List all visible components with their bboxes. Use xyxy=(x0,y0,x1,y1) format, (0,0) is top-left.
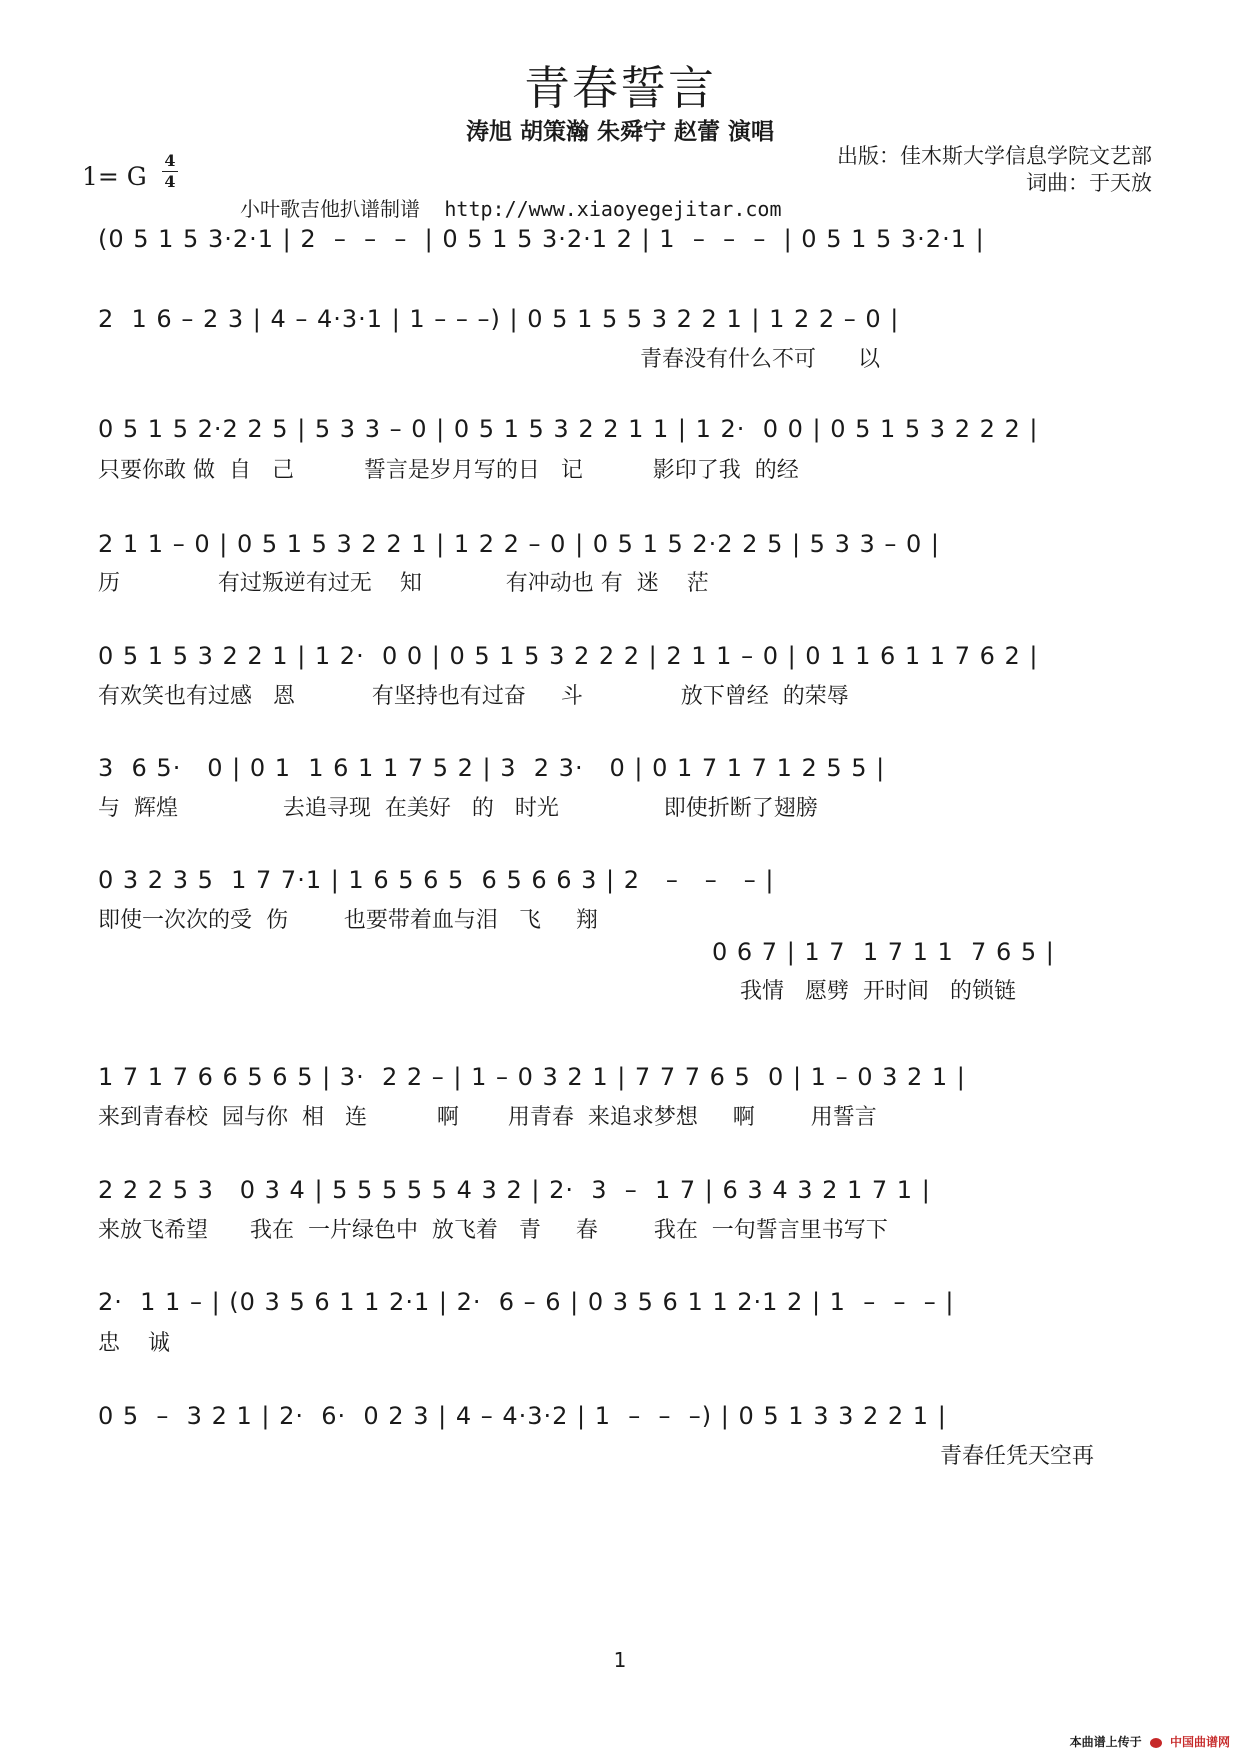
singers-credit: 涛旭 胡策瀚 朱舜宁 赵蕾 演唱 xyxy=(465,119,775,145)
score-system-8-notes: 1 7 1 7 6 6 5 6 5 | 3· 2 2 – | 1 – 0 3 2 1 | 7 7 7 6 5 0 | 1 – 0 3 2 1 | xyxy=(98,1063,966,1091)
score-maker-text: 小叶歌吉他扒谱制谱 xyxy=(240,197,420,221)
score-system-9-notes: 2 2 2 5 3 0 3 4 | 5 5 5 5 5 4 3 2 | 2· 3 – 1 7 | 6 3 4 3 2 1 7 1 | xyxy=(98,1176,931,1204)
score-system-3-lyrics: 只要你敢 做 自 己 誓言是岁月写的日 记 影印了我 的经 xyxy=(98,458,799,483)
score-system-5-lyrics: 有欢笑也有过感 恩 有坚持也有过奋 斗 放下曾经 的荣辱 xyxy=(98,684,849,709)
key-signature: 1= G xyxy=(82,162,147,191)
score-system-3-notes: 0 5 1 5 2·2 2 5 | 5 3 3 – 0 | 0 5 1 5 3 2 2 1 1 | 1 2· 0 0 | 0 5 1 5 3 2 2 2 | xyxy=(98,415,1039,443)
score-maker-url[interactable]: http://www.xiaoyegejitar.com xyxy=(444,197,782,221)
score-system-6-lyrics: 与 辉煌 去追寻现 在美好 的 时光 即使折断了翅膀 xyxy=(98,796,818,821)
score-system-6-notes: 3 6 5· 0 | 0 1 1 6 1 1 7 5 2 | 3 2 3· 0 | 0 1 7 1 7 1 2 5 5 | xyxy=(98,754,886,782)
score-system-4-lyrics: 历 有过叛逆有过无 知 有冲动也 有 迷 茫 xyxy=(98,571,709,596)
footer-credit xyxy=(1070,1733,1230,1750)
score-system-4-notes: 2 1 1 – 0 | 0 5 1 5 3 2 2 1 | 1 2 2 – 0 | 0 5 1 5 2·2 2 5 | 5 3 3 – 0 | xyxy=(98,530,940,558)
score-system-7-notes: 0 3 2 3 5 1 7 7·1 | 1 6 5 6 5 6 5 6 6 3 | 2 – – – | xyxy=(98,866,775,894)
footer-brand[interactable]: 中国曲谱网 xyxy=(1169,1735,1230,1749)
score-system-2-lyrics: 青春没有什么不可 以 xyxy=(640,347,880,372)
score-system-10-notes: 2· 1 1 – | (0 3 5 6 1 1 2·1 | 2· 6 – 6 | 0 3 5 6 1 1 2·1 2 | 1 – – – | xyxy=(98,1288,955,1316)
page-number: 1 xyxy=(613,1648,627,1672)
time-signature-top: 4 xyxy=(164,151,176,170)
score-system-7-lyrics: 即使一次次的受 伤 也要带着血与泪 飞 翔 xyxy=(98,908,598,933)
lyricist-credit: 词曲：于天放 xyxy=(1026,171,1152,195)
song-title: 青春誓言 xyxy=(524,61,716,115)
score-system-7b-lyrics: 我情 愿劈 开时间 的锁链 xyxy=(740,979,1016,1004)
score-system-5-notes: 0 5 1 5 3 2 2 1 | 1 2· 0 0 | 0 5 1 5 3 2 2 2 | 2 1 1 – 0 | 0 1 1 6 1 1 7 6 2 | xyxy=(98,642,1039,670)
score-system-10-lyrics: 忠 诚 xyxy=(98,1331,170,1356)
score-system-1-notes: (0 5 1 5 3·2·1 | 2 – – – | 0 5 1 5 3·2·1 2 | 1 – – – | 0 5 1 5 3·2·1 | xyxy=(98,225,985,253)
footer-text: 本曲谱上传于 xyxy=(1069,1735,1142,1749)
score-maker xyxy=(240,193,782,222)
brand-logo-icon xyxy=(1150,1738,1162,1748)
time-signature xyxy=(162,152,178,191)
score-system-7b-notes: 0 6 7 | 1 7 1 7 1 1 7 6 5 | xyxy=(712,938,1055,966)
score-system-9-lyrics: 来放飞希望 我在 一片绿色中 放飞着 青 春 我在 一句誓言里书写下 xyxy=(98,1218,888,1243)
score-system-11-lyrics: 青春任凭天空再 xyxy=(940,1444,1095,1469)
score-system-11-notes: 0 5 – 3 2 1 | 2· 6· 0 2 3 | 4 – 4·3·2 | 1 – – –) | 0 5 1 3 3 2 2 1 | xyxy=(98,1402,947,1430)
publisher-credit: 出版：佳木斯大学信息学院文艺部 xyxy=(837,144,1152,168)
score-system-8-lyrics: 来到青春校 园与你 相 连 啊 用青春 来追求梦想 啊 用誓言 xyxy=(98,1105,877,1130)
time-signature-bottom: 4 xyxy=(164,172,176,191)
score-system-2-notes: 2 1 6 – 2 3 | 4 – 4·3·1 | 1 – – –) | 0 5 1 5 5 3 2 2 1 | 1 2 2 – 0 | xyxy=(98,305,900,333)
